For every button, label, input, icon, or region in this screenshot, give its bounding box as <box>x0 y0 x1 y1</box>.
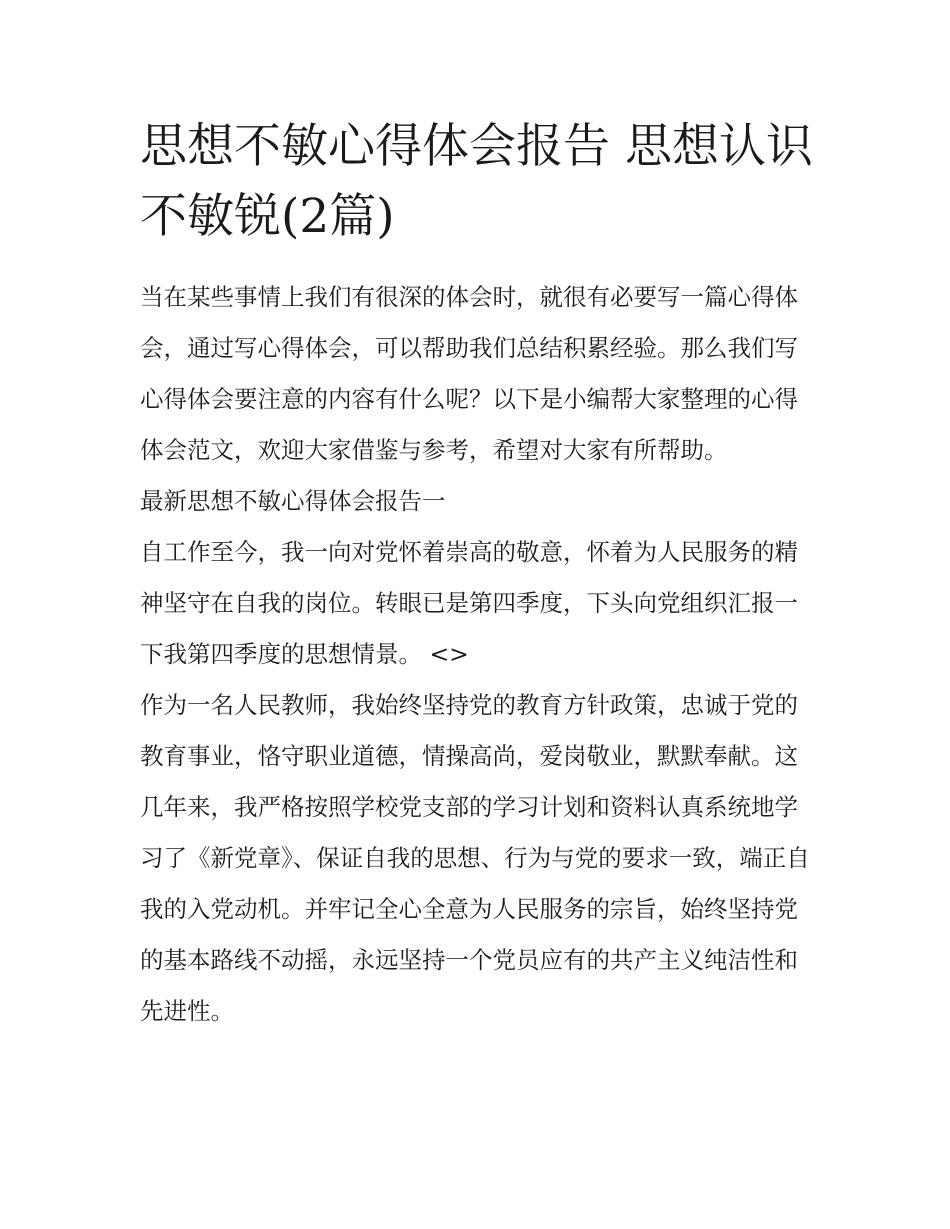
document-page <box>140 112 815 1037</box>
body-paragraph-1: 自工作至今，我一向对党怀着崇高的敬意，怀着为人民服务的精神坚守在自我的岗位。转眼已是第四季度，下头向党组织汇报一下我第四季度的思想情景。 <> <box>140 538 798 668</box>
section-heading: 最新思想不敏心得体会报告一 <box>140 487 446 515</box>
intro-paragraph: 当在某些事情上我们有很深的体会时，就很有必要写一篇心得体会，通过写心得体会，可以帮助我们总结积累经验。那么我们写心得体会要注意的内容有什么呢？以下是小编帮大家整理的心得体会范文，欢迎大家借鉴与参考，希望对大家有所帮助。 <box>140 283 798 464</box>
document-title: 思想不敏心得体会报告 思想认识不敏锐(2篇) <box>140 119 813 244</box>
body-paragraph-2: 作为一名人民教师，我始终坚持党的教育方针政策，忠诚于党的教育事业，恪守职业道德，情操高尚，爱岗敬业，默默奉献。这几年来，我严格按照学校党支部的学习计划和资料认真系统地学习了《新党章》、保证自我的思想、行为与党的要求一致，端正自我的入党动机。并牢记全心全意为人民服务的宗旨，始终坚持党的基本路线不动摇，永远坚持一个党员应有的共产主义纯洁性和先进性。 <box>140 691 810 1025</box>
